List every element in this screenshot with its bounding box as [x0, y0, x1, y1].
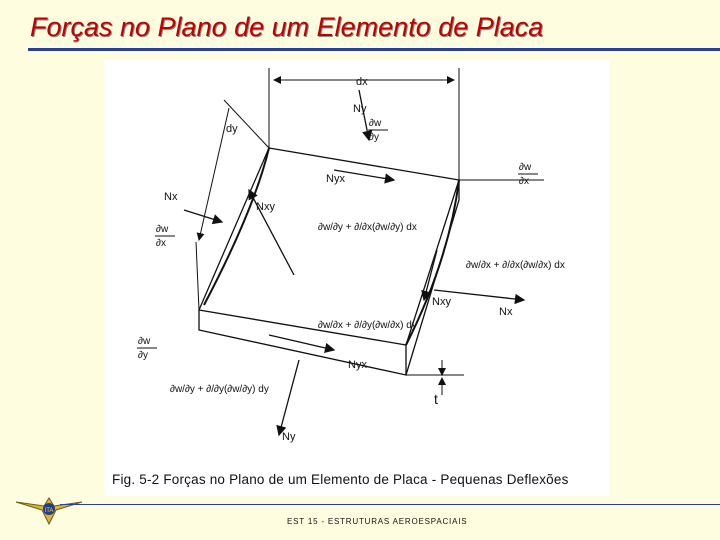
svg-text:∂w: ∂w	[519, 162, 532, 173]
svg-text:∂w/∂y + ∂/∂x(∂w/∂y) dx: ∂w/∂y + ∂/∂x(∂w/∂y) dx	[318, 222, 417, 233]
dim-dx-label: dx	[356, 76, 368, 88]
ita-logo	[14, 492, 84, 531]
svg-text:ITA: ITA	[44, 508, 54, 514]
footer-divider	[60, 504, 720, 505]
figure-caption: Fig. 5-2 Forças no Plano de um Elemento de Placa - Pequenas Deflexões	[112, 472, 569, 487]
force-ny-top: Ny	[353, 103, 367, 115]
force-nyx-bottom: Nyx	[348, 359, 367, 371]
force-ny-bottom: Ny	[282, 431, 296, 443]
plate-diagram	[104, 60, 609, 496]
svg-text:∂w: ∂w	[138, 336, 151, 347]
svg-text:∂x: ∂x	[156, 238, 166, 249]
slide-title: Forças no Plano de um Elemento de Placa	[30, 12, 544, 42]
force-nyx-top: Nyx	[326, 173, 345, 185]
force-nxy-right: Nxy	[432, 296, 451, 308]
plate-element-figure	[104, 60, 609, 496]
svg-text:∂w/∂x + ∂/∂y(∂w/∂x) dy: ∂w/∂x + ∂/∂y(∂w/∂x) dy	[318, 320, 417, 331]
svg-text:∂x: ∂x	[519, 176, 529, 187]
dim-dy-label: dy	[226, 123, 238, 135]
svg-text:∂w/∂y + ∂/∂y(∂w/∂y) dy: ∂w/∂y + ∂/∂y(∂w/∂y) dy	[170, 384, 269, 395]
svg-text:∂y: ∂y	[138, 350, 148, 361]
title-divider	[28, 48, 720, 51]
force-nx-right: Nx	[499, 306, 513, 318]
thickness-label: t	[434, 391, 438, 407]
svg-text:∂y: ∂y	[369, 132, 379, 143]
force-nx-left: Nx	[164, 191, 178, 203]
svg-text:∂w: ∂w	[156, 224, 169, 235]
force-nxy-left: Nxy	[256, 201, 275, 213]
footer-text: EST 15 - ESTRUTURAS AEROESPACIAIS	[287, 517, 468, 526]
svg-text:∂w/∂x + ∂/∂x(∂w/∂x) dx: ∂w/∂x + ∂/∂x(∂w/∂x) dx	[466, 260, 565, 271]
svg-text:∂w: ∂w	[369, 118, 382, 129]
